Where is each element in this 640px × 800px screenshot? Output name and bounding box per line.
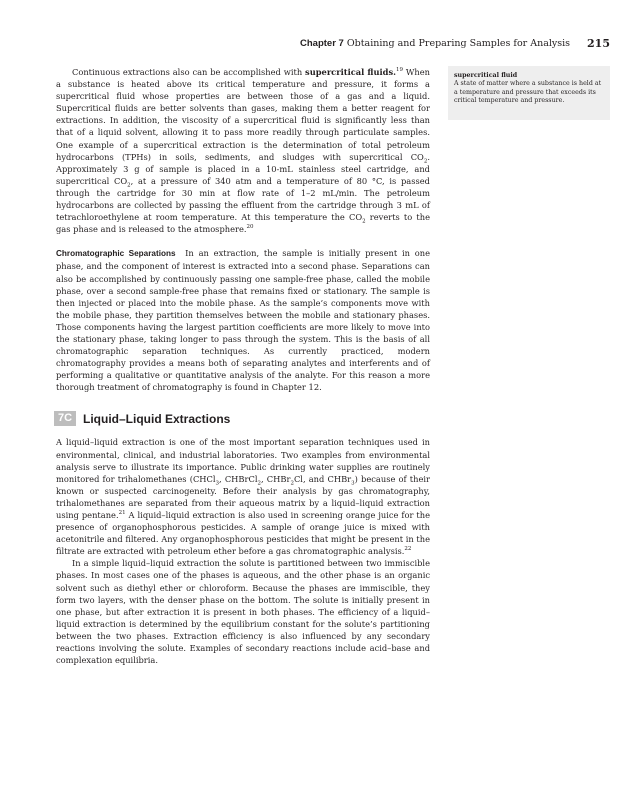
term-supercritical-fluids: supercritical fluids. (305, 67, 397, 77)
runin-heading: Chromatographic Separations (56, 249, 176, 259)
paragraph-chromatographic: Chromatographic Separations In an extraction, the sample is initially present in one phase, and the component of interest is extracted into a second phase. Separations can also be accomplished by continuously passing one sample-free phase, called the mobile phase, over a second sample-free phase that remains fixed or stationary. The sample is then injected or placed into the mobile phase. As the sample’s components move with the mobile phase, they partition themselves between the mobile and stationary phases. Those components having the largest partition coefficients are more likely to move into the stationary phase, taking longer to pass through the system. This is the basis of all chromatographic separation techniques. As currently practiced, modern chromatography provides a means both of separating analytes and interferents and of performing a qualitative or quantitative analysis of the analyte. For this reason a more thorough treatment of chromatography is found in Chapter 12. (56, 248, 430, 393)
running-head (300, 38, 610, 49)
section-heading (54, 411, 430, 426)
margin-note (448, 66, 610, 120)
section-title: Liquid–Liquid Extractions (83, 411, 231, 426)
margin-note-term: supercritical fluid (454, 72, 518, 79)
paragraph-supercritical: Continuous extractions also can be accomplished with supercritical fluids.$^{19}$ When a substance is heated above its critical temperature and pressure, it forms a supercritical fluid whose properties are between those of a gas and a liquid. Supercritical fluids are better solvents than gases, making them a better reagent for extractions. In addition, the viscosity of a supercritical fluid is significantly less than that of a liquid solvent, allowing it to pass more readily through particulate samples. One example of a supercritical extraction is the determination of total petroleum hydrocarbons (TPHs) in soils, sediments, and sludges with supercritical $CO_2$. Approximately 3 g of sample is placed in a 10-mL stainless steel cartridge, and supercritical $CO_2$, at a pressure of 340 atm and a temperature of 80 °C, is passed through the cartridge for 30 min at flow rate of 1–2 mL/min. The petroleum hydrocarbons are collected by passing the effluent from the cartridge through 3 mL of tetrachloroethylene at room temperature. At this temperature the $CO_2$ reverts to the gas phase and is released to the atmosphere.$^{20}$ (56, 67, 430, 235)
reference-19: 19 (396, 67, 404, 74)
reference-21: 21 (118, 510, 126, 517)
main-text (56, 66, 430, 666)
reference-22: 22 (404, 546, 412, 553)
chapter-label: Chapter 7 (300, 38, 344, 49)
margin-note-definition: A state of matter where a substance is held at a temperature and pressure that exceeds its critical temperature and pressure. (454, 80, 602, 105)
section-number-badge: 7C (54, 411, 76, 426)
paragraph-simple-extraction: In a simple liquid–liquid extraction the solute is partitioned between two immiscible phases. In most cases one of the phases is aqueous, and the other phase is an organic solvent such as diethyl ether or chloroform. Because the phases are immiscible, they form two layers, with the denser phase on the bottom. The solute is initially present in one phase, but after extraction it is present in both phases. The efficiency of a liquid–liquid extraction is determined by the equilibrium constant for the solute’s partitioning between the two phases. Extraction efficiency is also influenced by any secondary reactions involving the solute. Examples of secondary reactions include acid–base and complexation equilibria. (56, 558, 430, 666)
page-number: 215 (587, 37, 610, 50)
reference-20: 20 (246, 224, 254, 231)
paragraph-liquid-liquid-intro: A liquid–liquid extraction is one of the most important separation techniques used in environmental, clinical, and industrial laboratories. Two examples from environmental analysis serve to illustrate its importance. Public drinking water supplies are routinely monitored for trihalomethanes (CHCl$_3$, CHBrCl$_2$, CHBr$_2$Cl, and CHBr$_3$) because of their known or suspected carcinogeneity. Before their analysis by gas chromatography, trihalomethanes are separated from their aqueous matrix by a liquid–liquid extraction using pentane.$^{21}$ A liquid–liquid extraction is also used in screening orange juice for the presence of organophosphorous pesticides. A sample of orange juice is mixed with acetonitrile and filtered. Any organophosphorous pesticides that might be present in the filtrate are extracted with petroleum ether before a gas chromatographic analysis.$^{22}$ (56, 437, 430, 557)
chapter-title: Obtaining and Preparing Samples for Analysis (346, 38, 571, 49)
